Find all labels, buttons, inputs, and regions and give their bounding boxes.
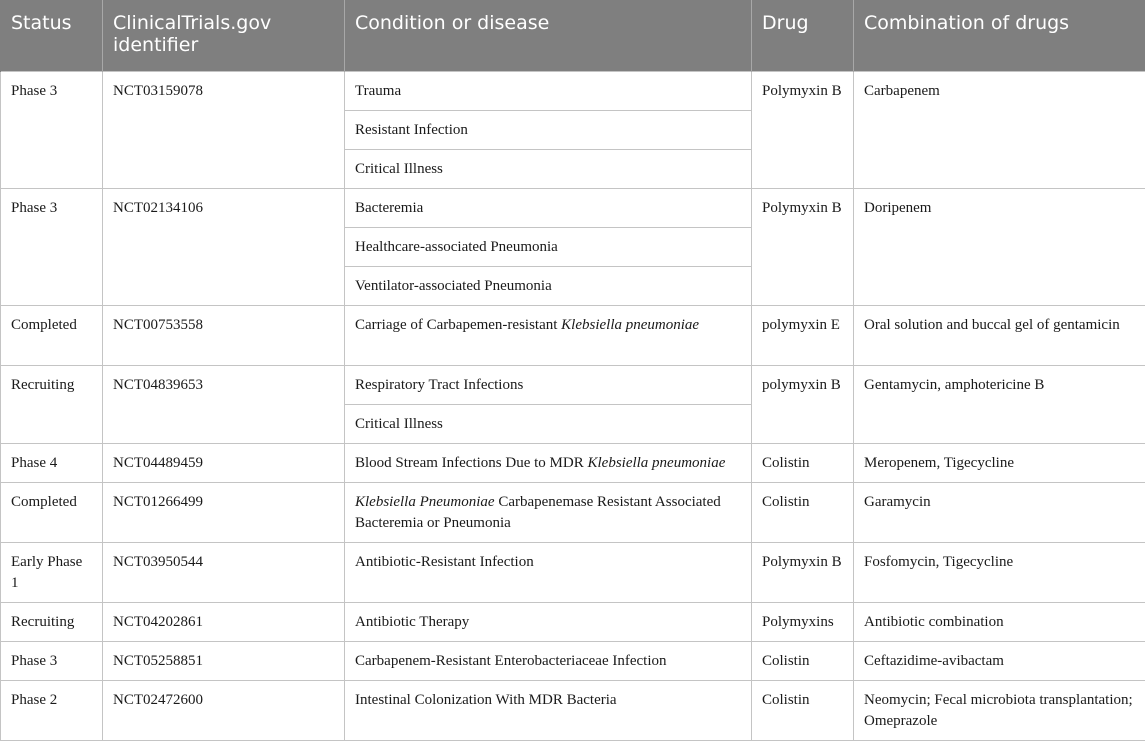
- identifier-cell: NCT01266499: [103, 483, 345, 543]
- organism-name: Klebsiella pneumoniae: [587, 455, 725, 471]
- condition-cell: Critical Illness: [345, 405, 752, 444]
- condition-cell: Healthcare-associated Pneumonia: [345, 228, 752, 267]
- table-row: [1, 543, 1145, 603]
- condition-cell: Critical Illness: [345, 150, 752, 189]
- header-status: Status: [1, 0, 103, 72]
- drug-cell: Colistin: [752, 444, 854, 483]
- identifier-cell: NCT04202861: [103, 603, 345, 642]
- header-combination: Combination of drugs: [854, 0, 1145, 72]
- condition-text: Carriage of Carbapemen-resistant: [355, 317, 561, 333]
- condition-cell: [345, 444, 752, 483]
- condition-cell: Antibiotic-Resistant Infection: [345, 543, 752, 603]
- table-row: [1, 642, 1145, 681]
- status-cell: Completed: [1, 483, 103, 543]
- drug-cell: Colistin: [752, 483, 854, 543]
- drug-cell: Colistin: [752, 642, 854, 681]
- status-cell: Phase 3: [1, 189, 103, 306]
- combination-cell: Gentamycin, amphotericine B: [854, 366, 1145, 444]
- identifier-cell: NCT03950544: [103, 543, 345, 603]
- combination-cell: Ceftazidime-avibactam: [854, 642, 1145, 681]
- drug-cell: polymyxin E: [752, 306, 854, 366]
- condition-cell: Bacteremia: [345, 189, 752, 228]
- table-row: [1, 306, 1145, 366]
- identifier-cell: NCT02134106: [103, 189, 345, 306]
- condition-text: Carbapenemase Resistant Associated Bacteremia or Pneumonia: [355, 494, 721, 531]
- drug-cell: Colistin: [752, 681, 854, 741]
- combination-cell: Fosfomycin, Tigecycline: [854, 543, 1145, 603]
- table-row: [1, 72, 1145, 111]
- combination-cell: Doripenem: [854, 189, 1145, 306]
- combination-cell: Meropenem, Tigecycline: [854, 444, 1145, 483]
- condition-cell: [345, 306, 752, 366]
- condition-cell: Ventilator-associated Pneumonia: [345, 267, 752, 306]
- status-cell: Phase 4: [1, 444, 103, 483]
- condition-cell: Intestinal Colonization With MDR Bacteria: [345, 681, 752, 741]
- drug-cell: Polymyxin B: [752, 543, 854, 603]
- organism-name: Klebsiella Pneumoniae: [355, 494, 495, 510]
- identifier-cell: NCT03159078: [103, 72, 345, 189]
- identifier-cell: NCT05258851: [103, 642, 345, 681]
- condition-cell: Antibiotic Therapy: [345, 603, 752, 642]
- header-condition: Condition or disease: [345, 0, 752, 72]
- status-cell: Phase 3: [1, 72, 103, 189]
- drug-cell: Polymyxin B: [752, 72, 854, 189]
- table-body: [1, 72, 1145, 741]
- drug-cell: polymyxin B: [752, 366, 854, 444]
- identifier-cell: NCT02472600: [103, 681, 345, 741]
- combination-cell: Garamycin: [854, 483, 1145, 543]
- condition-text: Blood Stream Infections Due to MDR: [355, 455, 587, 471]
- condition-cell: Respiratory Tract Infections: [345, 366, 752, 405]
- combination-cell: Neomycin; Fecal microbiota transplantation; Omeprazole: [854, 681, 1145, 741]
- header-identifier: ClinicalTrials.gov identifier: [103, 0, 345, 72]
- status-cell: Phase 2: [1, 681, 103, 741]
- combination-cell: Oral solution and buccal gel of gentamicin: [854, 306, 1145, 366]
- table-header: [1, 0, 1145, 72]
- organism-name: Klebsiella pneumoniae: [561, 317, 699, 333]
- table-row: [1, 483, 1145, 543]
- condition-cell: [345, 483, 752, 543]
- header-drug: Drug: [752, 0, 854, 72]
- combination-cell: Carbapenem: [854, 72, 1145, 189]
- identifier-cell: NCT00753558: [103, 306, 345, 366]
- table-row: [1, 366, 1145, 405]
- status-cell: Completed: [1, 306, 103, 366]
- status-cell: Recruiting: [1, 603, 103, 642]
- drug-cell: Polymyxins: [752, 603, 854, 642]
- condition-cell: Trauma: [345, 72, 752, 111]
- status-cell: Recruiting: [1, 366, 103, 444]
- table-row: [1, 189, 1145, 228]
- status-cell: Early Phase 1: [1, 543, 103, 603]
- status-cell: Phase 3: [1, 642, 103, 681]
- table-row: [1, 603, 1145, 642]
- table-row: [1, 681, 1145, 741]
- identifier-cell: NCT04839653: [103, 366, 345, 444]
- table-row: [1, 444, 1145, 483]
- condition-cell: Carbapenem-Resistant Enterobacteriaceae Infection: [345, 642, 752, 681]
- condition-cell: Resistant Infection: [345, 111, 752, 150]
- drug-cell: Polymyxin B: [752, 189, 854, 306]
- combination-cell: Antibiotic combination: [854, 603, 1145, 642]
- identifier-cell: NCT04489459: [103, 444, 345, 483]
- header-row: [1, 0, 1145, 72]
